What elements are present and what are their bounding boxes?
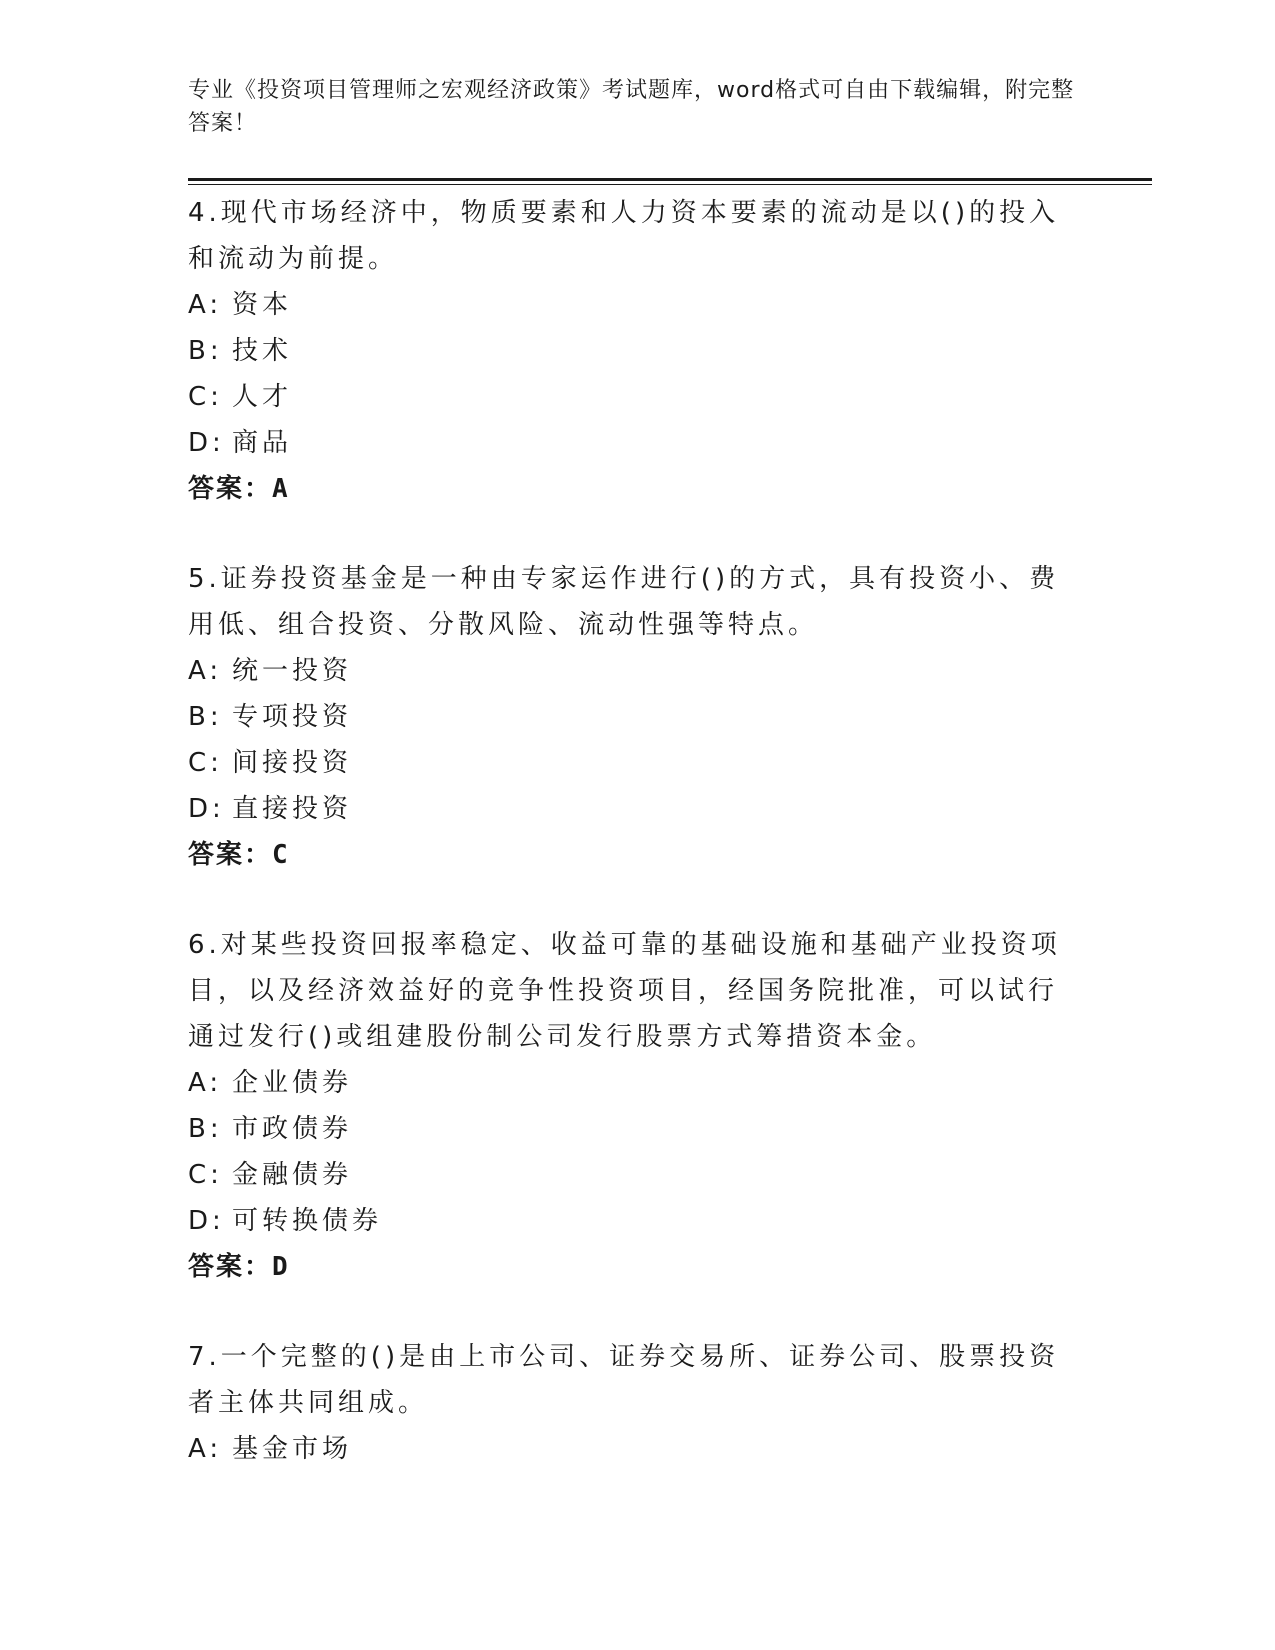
option-letter: B:: [188, 336, 223, 366]
question-stem: 4.现代市场经济中，物质要素和人力资本要素的流动是以()的投入和流动为前提。: [188, 198, 1060, 274]
option-text: 直接投资: [232, 794, 353, 824]
question-list: [188, 190, 1068, 1516]
option-text: 可转换债券: [232, 1206, 383, 1236]
option-letter: A:: [188, 1068, 223, 1098]
option-c: [188, 374, 1068, 420]
option-text: 金融债券: [232, 1160, 353, 1190]
answer-line: 答案：A: [188, 474, 290, 504]
option-d: [188, 1198, 1068, 1244]
option-d: [188, 420, 1068, 466]
option-letter: A:: [188, 656, 223, 686]
option-b: [188, 1106, 1068, 1152]
question-4: [188, 190, 1068, 512]
option-a: [188, 1426, 1068, 1472]
question-stem: 7.一个完整的()是由上市公司、证券交易所、证券公司、股票投资者主体共同组成。: [188, 1342, 1060, 1418]
option-letter: B:: [188, 702, 223, 732]
option-letter: C:: [188, 748, 223, 778]
option-letter: A:: [188, 290, 223, 320]
option-c: [188, 740, 1068, 786]
option-text: 企业债券: [232, 1068, 353, 1098]
option-text: 技术: [232, 336, 293, 366]
option-text: 统一投资: [232, 656, 353, 686]
option-letter: C:: [188, 1160, 223, 1190]
option-letter: D:: [188, 428, 225, 458]
question-stem: 5.证券投资基金是一种由专家运作进行()的方式，具有投资小、费用低、组合投资、分散风险、流动性强等特点。: [188, 564, 1060, 640]
option-text: 市政债券: [232, 1114, 353, 1144]
option-text: 资本: [232, 290, 293, 320]
option-letter: A:: [188, 1434, 223, 1464]
option-letter: B:: [188, 1114, 223, 1144]
answer-line: 答案：C: [188, 840, 290, 870]
option-text: 基金市场: [232, 1434, 353, 1464]
option-c: [188, 1152, 1068, 1198]
question-7: [188, 1334, 1068, 1472]
option-letter: C:: [188, 382, 223, 412]
question-stem: 6.对某些投资回报率稳定、收益可靠的基础设施和基础产业投资项目，以及经济效益好的竞争性投资项目，经国务院批准，可以试行通过发行()或组建股份制公司发行股票方式筹措资本金。: [188, 930, 1061, 1052]
option-a: [188, 282, 1068, 328]
question-5: [188, 556, 1068, 878]
option-letter: D:: [188, 794, 225, 824]
option-text: 商品: [232, 428, 293, 458]
option-letter: D:: [188, 1206, 225, 1236]
option-text: 人才: [232, 382, 293, 412]
option-b: [188, 694, 1068, 740]
option-text: 专项投资: [232, 702, 353, 732]
option-b: [188, 328, 1068, 374]
option-a: [188, 648, 1068, 694]
header-divider-thin: [188, 184, 1152, 185]
answer-line: 答案：D: [188, 1252, 290, 1282]
option-text: 间接投资: [232, 748, 353, 778]
option-a: [188, 1060, 1068, 1106]
option-d: [188, 786, 1068, 832]
header-divider: [188, 178, 1152, 181]
question-6: [188, 922, 1068, 1290]
document-header: 专业《投资项目管理师之宏观经济政策》考试题库，word格式可自由下载编辑，附完整答案！: [188, 78, 1075, 136]
